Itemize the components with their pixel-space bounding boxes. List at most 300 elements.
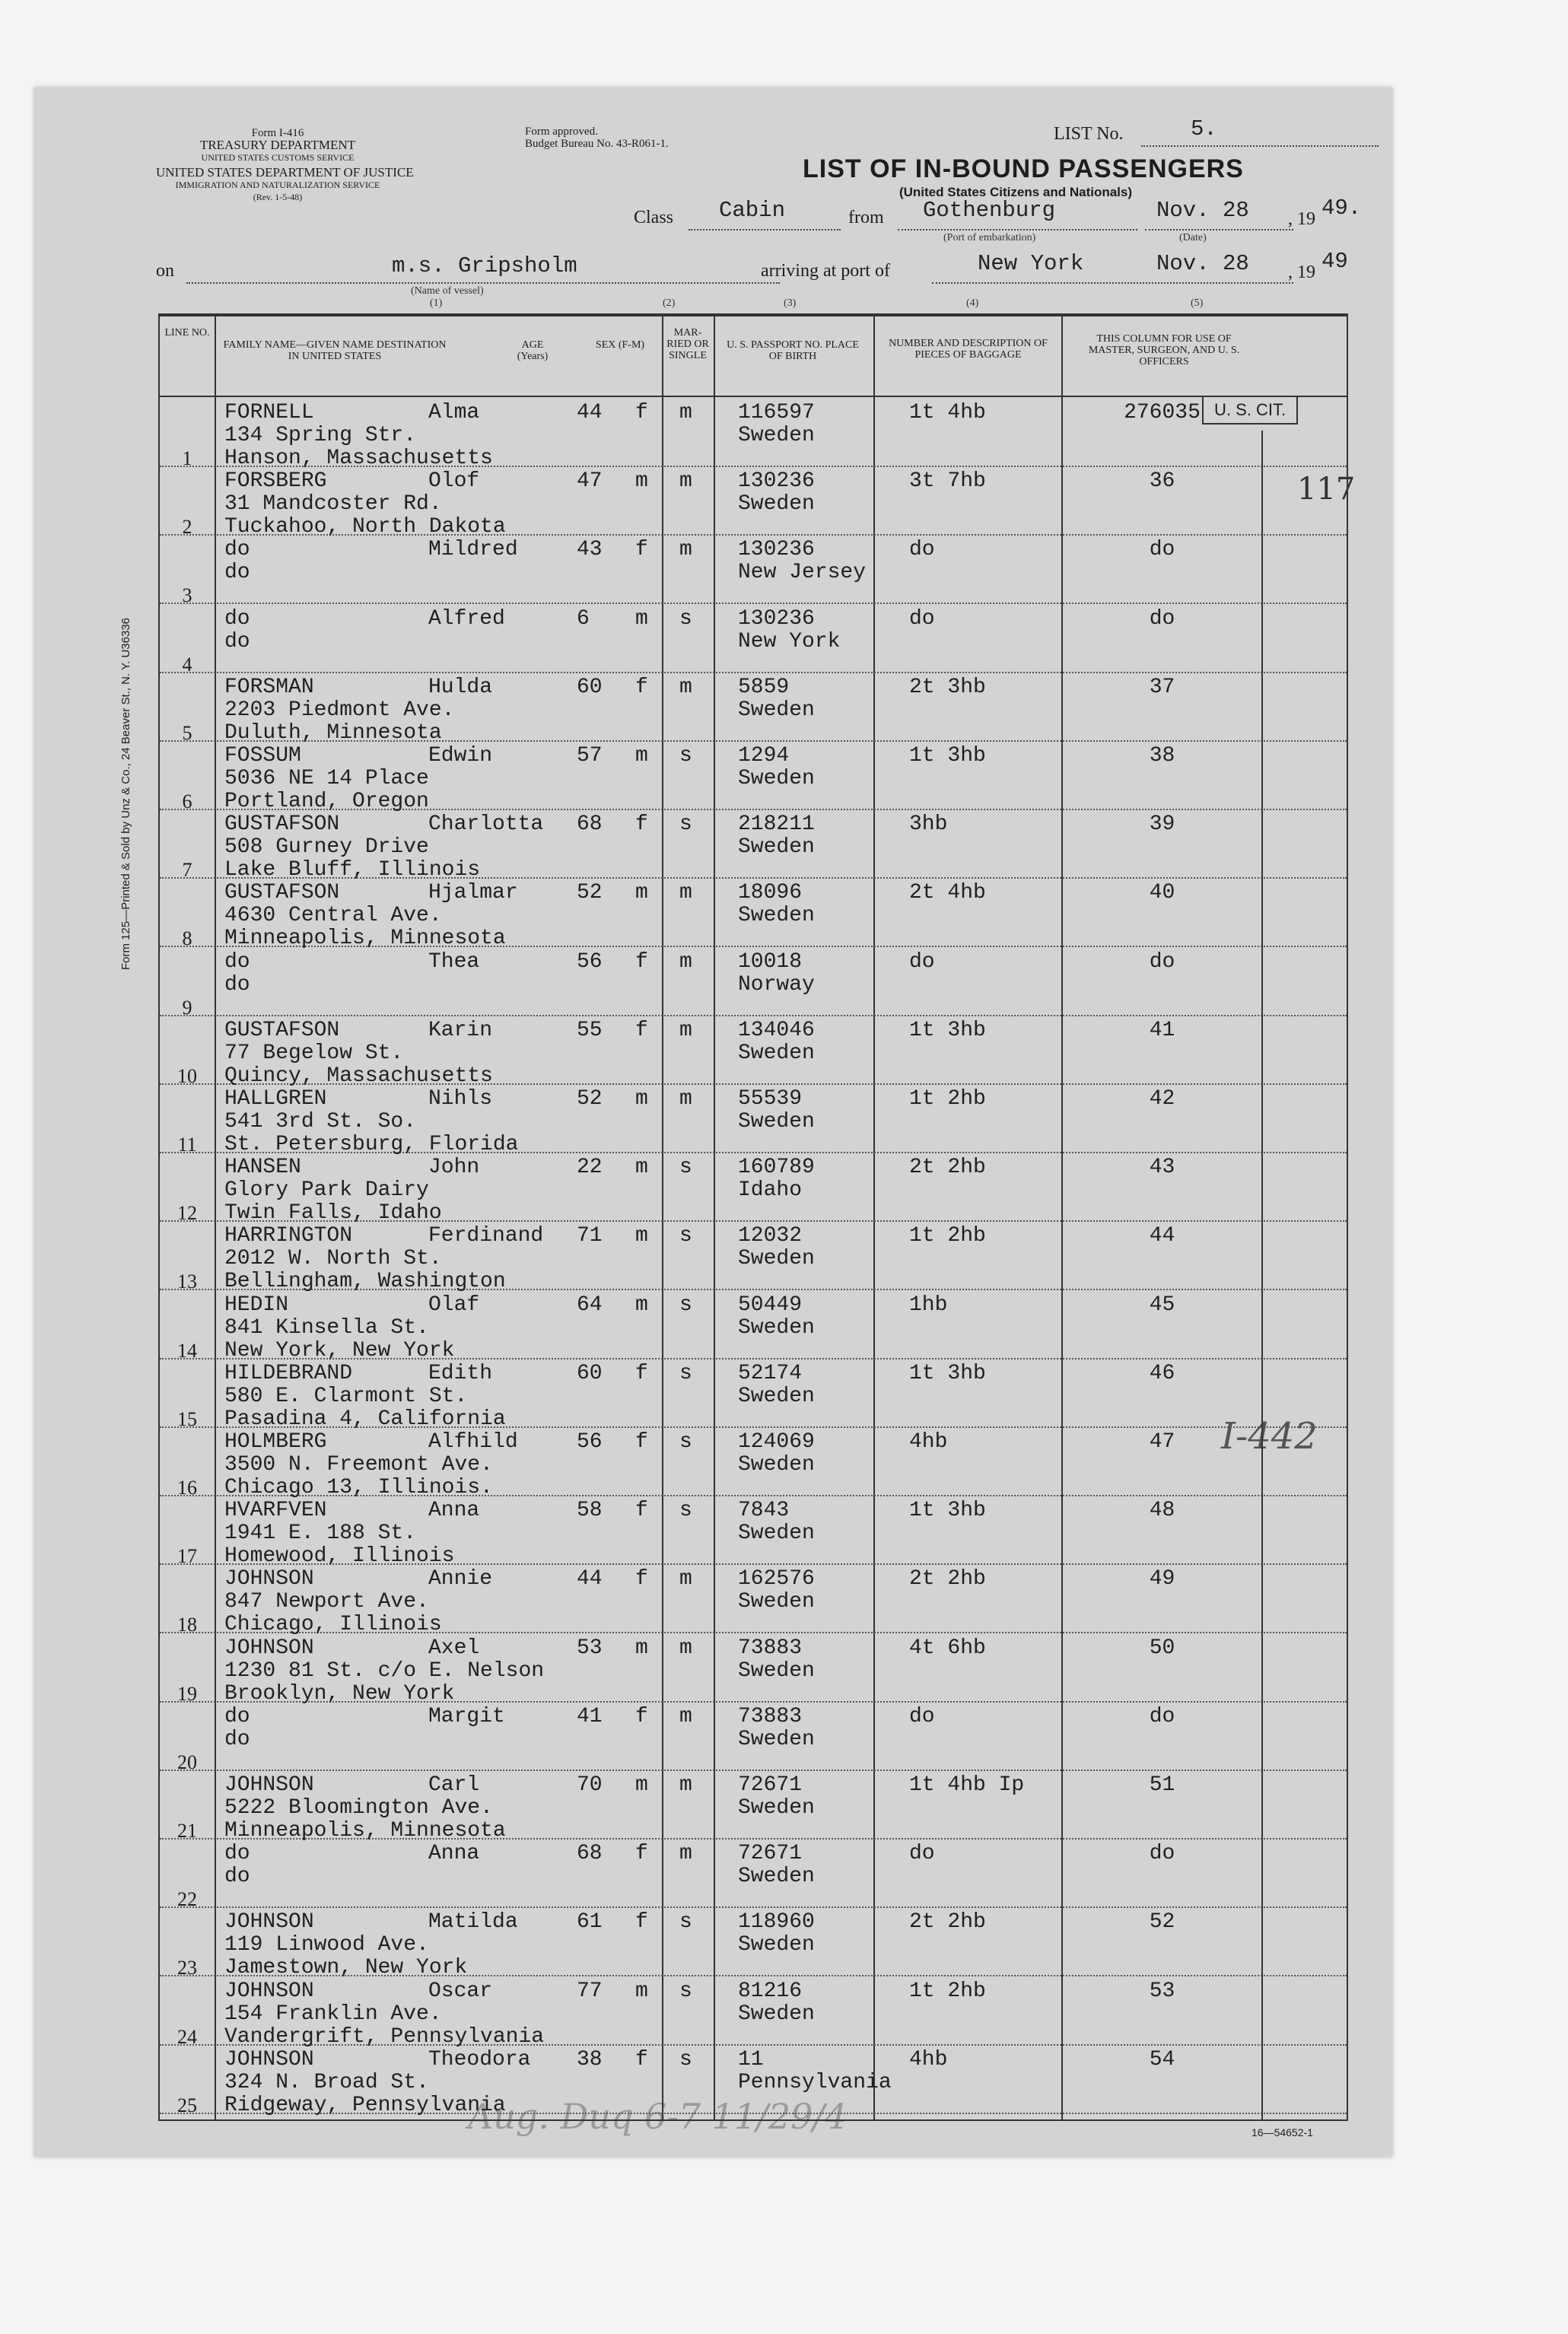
passport-no: 218211 (738, 812, 815, 837)
immigration-service: IMMIGRATION AND NATURALIZATION SERVICE (175, 180, 380, 190)
table-row (160, 810, 1347, 882)
place-of-birth: Sweden (738, 904, 815, 928)
baggage: 3hb (909, 812, 948, 837)
marital-status: m (679, 1773, 692, 1797)
marital-status: m (679, 538, 692, 562)
line-number: 23 (177, 1957, 197, 1979)
line-number: 13 (177, 1270, 197, 1293)
vessel-line (186, 282, 780, 284)
col-num-5: (5) (1191, 297, 1204, 309)
baggage: 1t 2hb (909, 1979, 986, 2003)
family-name: HILDEBRAND (224, 1361, 353, 1385)
officer-note: 276035 (1124, 401, 1201, 425)
marital-status: s (679, 1910, 692, 1935)
baggage: 1t 3hb (909, 1361, 986, 1385)
passport-no: 11 (738, 2047, 764, 2072)
address-line-1: 508 Gurney Drive (224, 835, 429, 860)
approval-block (525, 126, 669, 150)
officer-note: 50 (1149, 1636, 1175, 1660)
age: 64 (577, 1293, 603, 1317)
given-name: Matilda (428, 1910, 518, 1935)
given-name: Anna (428, 1499, 480, 1523)
age: 71 (577, 1224, 603, 1248)
place-of-birth: Sweden (738, 1933, 815, 1957)
marital-status: m (679, 1087, 692, 1111)
handwritten-117: 117 (1297, 472, 1356, 507)
marital-status: m (679, 675, 692, 699)
place-of-birth: Sweden (738, 1315, 815, 1340)
arrival-line (932, 282, 1293, 284)
family-name: do (224, 1842, 250, 1866)
age: 41 (577, 1704, 603, 1728)
line-number: 10 (177, 1064, 197, 1087)
passport-no: 5859 (738, 675, 790, 699)
address-line-2: Minneapolis, Minnesota (224, 1819, 506, 1843)
given-name: Alfred (428, 606, 505, 631)
officer-note: do (1149, 606, 1175, 631)
baggage: do (909, 538, 935, 562)
family-name: HEDIN (224, 1293, 289, 1317)
marital-status: m (679, 1567, 692, 1592)
address-line-2: Chicago, Illinois (224, 1613, 442, 1637)
table-row (160, 1840, 1347, 1911)
address-line-2: Quincy, Massachusetts (224, 1064, 493, 1088)
year2-prefix: , 19 (1288, 262, 1315, 282)
marital-status: s (679, 1293, 692, 1317)
passport-no: 162576 (738, 1567, 815, 1592)
address-line-1: do (224, 561, 250, 585)
address-line-2: New York, New York (224, 1338, 455, 1363)
col-num-1: (1) (430, 297, 443, 309)
sex: f (635, 1704, 648, 1728)
family-name: do (224, 1704, 250, 1728)
address-line-2: Chicago 13, Illinois. (224, 1476, 493, 1499)
from-label: from (848, 208, 884, 227)
family-name: JOHNSON (224, 1910, 314, 1935)
age: 38 (577, 2047, 603, 2072)
place-of-birth: Sweden (738, 1658, 815, 1683)
address-line-1: 1230 81 St. c/o E. Nelson (224, 1658, 545, 1683)
age: 56 (577, 1430, 603, 1454)
table-row (160, 1153, 1347, 1226)
address-line-2: Hanson, Massachusetts (224, 447, 493, 470)
address-line-2: Ridgeway, Pennsylvania (224, 2093, 506, 2117)
baggage: 2t 3hb (909, 675, 986, 699)
line-number: 6 (182, 790, 192, 812)
line-number: 17 (177, 1545, 197, 1568)
col-head-passport: U. S. PASSPORT NO. PLACE OF BIRTH (727, 339, 859, 362)
given-name: Alma (428, 401, 480, 425)
sex: f (635, 1361, 648, 1385)
marital-status: s (679, 1979, 692, 2003)
address-line-1: 4630 Central Ave. (224, 904, 442, 928)
age: 52 (577, 1087, 603, 1111)
place-of-birth: Sweden (738, 1247, 815, 1271)
place-of-birth: Sweden (738, 1796, 815, 1820)
officer-note: 49 (1149, 1567, 1175, 1592)
place-of-birth: Sweden (738, 2002, 815, 2026)
marital-status: m (679, 1704, 692, 1728)
address-line-2: Brooklyn, New York (224, 1681, 455, 1706)
line-number: 14 (177, 1339, 197, 1362)
address-line-1: 324 N. Broad St. (224, 2070, 429, 2094)
officer-note: 53 (1149, 1979, 1175, 2003)
age: 43 (577, 538, 603, 562)
address-line-2: Homewood, Illinois (224, 1544, 455, 1569)
table-row (160, 673, 1347, 745)
family-name: JOHNSON (224, 1979, 314, 2003)
col-head-baggage: NUMBER AND DESCRIPTION OF PIECES OF BAGGAGE (889, 338, 1048, 361)
given-name: Mildred (428, 538, 518, 562)
family-name: JOHNSON (224, 1567, 314, 1592)
line-number: 22 (177, 1888, 197, 1911)
place-of-birth: Sweden (738, 835, 815, 860)
marital-status: m (679, 401, 692, 425)
address-line-1: 119 Linwood Ave. (224, 1933, 429, 1957)
baggage: do (909, 1842, 935, 1866)
table-row (160, 1222, 1347, 1294)
age: 77 (577, 1979, 603, 2003)
address-line-2: Twin Falls, Idaho (224, 1201, 442, 1226)
table-row (160, 467, 1347, 539)
family-name: do (224, 606, 250, 631)
given-name: John (428, 1156, 480, 1180)
address-line-1: 77 Begelow St. (224, 1041, 404, 1065)
marital-status: s (679, 812, 692, 837)
officer-note: 46 (1149, 1361, 1175, 1385)
given-name: Hjalmar (428, 881, 518, 905)
line-number: 18 (177, 1614, 197, 1636)
passport-no: 160789 (738, 1156, 815, 1180)
justice-dept: UNITED STATES DEPARTMENT OF JUSTICE (156, 165, 414, 180)
place-of-birth: New Jersey (738, 561, 867, 585)
baggage: 1hb (909, 1293, 948, 1317)
given-name: Hulda (428, 675, 493, 699)
given-name: Edwin (428, 744, 493, 768)
col-head-line-no: LINE NO. (164, 327, 210, 339)
line-number: 5 (182, 721, 192, 744)
baggage: 2t 2hb (909, 1910, 986, 1935)
header-rule (160, 396, 1347, 397)
family-name: GUSTAFSON (224, 812, 340, 837)
table-row (160, 1771, 1347, 1843)
officer-note: do (1149, 1842, 1175, 1866)
table-row (160, 1291, 1347, 1363)
baggage: 1t 3hb (909, 1018, 986, 1042)
given-name: Olof (428, 469, 480, 494)
arrival-port: New York (978, 251, 1084, 276)
age: 57 (577, 744, 603, 768)
given-name: Charlotta (428, 812, 544, 837)
age: 44 (577, 401, 603, 425)
sex: m (635, 881, 648, 905)
baggage: 1t 2hb (909, 1087, 986, 1111)
passenger-table (158, 313, 1348, 2121)
age: 56 (577, 949, 603, 974)
age: 53 (577, 1636, 603, 1660)
sex: f (635, 2047, 648, 2072)
address-line-1: do (224, 972, 250, 997)
sex: f (635, 1018, 648, 1042)
family-name: JOHNSON (224, 1636, 314, 1660)
baggage: 4hb (909, 2047, 948, 2072)
line-number: 9 (182, 996, 192, 1019)
given-name: Karin (428, 1018, 493, 1042)
line-number: 19 (177, 1682, 197, 1705)
family-name: GUSTAFSON (224, 1018, 340, 1042)
sex: f (635, 812, 648, 837)
date1-line (1145, 229, 1293, 231)
officer-note: 36 (1149, 469, 1175, 494)
sex: f (635, 401, 648, 425)
officer-note: do (1149, 1704, 1175, 1728)
place-of-birth: Sweden (738, 1590, 815, 1614)
address-line-1: 3500 N. Freemont Ave. (224, 1453, 493, 1477)
class-value: Cabin (719, 198, 786, 223)
table-row (160, 1565, 1347, 1637)
list-no-label: LIST No. (1054, 124, 1124, 144)
address-line-2: Minneapolis, Minnesota (224, 927, 506, 951)
line-number: 1 (182, 447, 192, 469)
footer-form-code: 16—54652-1 (1252, 2126, 1313, 2138)
address-line-2: Vandergrift, Pennsylvania (224, 2024, 545, 2049)
vessel-caption: (Name of vessel) (411, 285, 484, 297)
given-name: Edith (428, 1361, 493, 1385)
age: 47 (577, 469, 603, 494)
baggage: 1t 3hb (909, 1499, 986, 1523)
place-of-birth: Sweden (738, 698, 815, 722)
address-line-2: Pasadina 4, California (224, 1407, 506, 1431)
family-name: HANSEN (224, 1156, 301, 1180)
place-of-birth: Idaho (738, 1178, 803, 1203)
address-line-2: Tuckahoo, North Dakota (224, 515, 506, 539)
baggage: 4t 6hb (909, 1636, 986, 1660)
col-head-name: FAMILY NAME—GIVEN NAME DESTINATION IN UNITED STATES (223, 339, 447, 362)
line-number: 3 (182, 584, 192, 607)
line-number: 12 (177, 1202, 197, 1225)
family-name: FORSMAN (224, 675, 314, 699)
address-line-1: 580 E. Clarmont St. (224, 1384, 468, 1408)
place-of-birth: Sweden (738, 1865, 815, 1889)
table-row (160, 1908, 1347, 1980)
sex: m (635, 1224, 648, 1248)
place-of-birth: Sweden (738, 424, 815, 447)
officer-note: 42 (1149, 1087, 1175, 1111)
given-name: Olaf (428, 1293, 480, 1317)
place-of-birth: Pennsylvania (738, 2070, 892, 2094)
age: 60 (577, 675, 603, 699)
line-number: 11 (177, 1134, 197, 1156)
baggage: 2t 2hb (909, 1156, 986, 1180)
address-line-2: Jamestown, New York (224, 1956, 468, 1980)
address-line-1: 2203 Piedmont Ave. (224, 698, 455, 722)
page-title: LIST OF IN-BOUND PASSENGERS (803, 154, 1244, 183)
age: 44 (577, 1567, 603, 1592)
passport-no: 130236 (738, 469, 815, 494)
sex: m (635, 1979, 648, 2003)
officer-note: do (1149, 538, 1175, 562)
line-number: 16 (177, 1477, 197, 1499)
passport-no: 130236 (738, 606, 815, 631)
us-citizen-stamp: U. S. CIT. (1202, 396, 1298, 425)
place-of-birth: Norway (738, 972, 815, 997)
officer-note: 48 (1149, 1499, 1175, 1523)
officer-note: 51 (1149, 1773, 1175, 1797)
table-row (160, 1703, 1347, 1771)
officer-note: 47 (1149, 1430, 1175, 1454)
form-approved: Form approved. (525, 126, 598, 138)
sex: m (635, 1636, 648, 1660)
address-line-1: do (224, 1865, 250, 1889)
arriving-label: arriving at port of (761, 261, 890, 281)
marital-status: s (679, 1224, 692, 1248)
address-line-2: St. Petersburg, Florida (224, 1133, 519, 1156)
family-name: HARRINGTON (224, 1224, 353, 1248)
officer-note: do (1149, 949, 1175, 974)
address-line-1: 541 3rd St. So. (224, 1110, 417, 1134)
year1-prefix: , 19 (1288, 209, 1315, 229)
address-line-1: do (224, 1727, 250, 1751)
treasury-dept: TREASURY DEPARTMENT (199, 138, 356, 152)
marital-status: m (679, 1842, 692, 1866)
col-num-2: (2) (663, 297, 676, 309)
handwritten-bottom-note: Aug. Duq 6-7 11/29/4 (468, 2096, 848, 2137)
given-name: Theodora (428, 2047, 531, 2072)
date1-value: Nov. 28 (1156, 198, 1249, 223)
address-line-1: 2012 W. North St. (224, 1247, 442, 1271)
baggage: 1t 4hb Ip (909, 1773, 1025, 1797)
class-line (689, 229, 841, 231)
list-no-value: 5. (1191, 116, 1217, 142)
officer-note: 52 (1149, 1910, 1175, 1935)
age: 68 (577, 812, 603, 837)
sex: f (635, 949, 648, 974)
port-embark-caption: (Port of embarkation) (943, 232, 1036, 243)
address-line-1: Glory Park Dairy (224, 1178, 429, 1203)
given-name: Ferdinand (428, 1224, 544, 1248)
handwritten-i442: I-442 (1221, 1415, 1318, 1458)
line-number: 25 (177, 2094, 197, 2116)
vessel-name: m.s. Gripsholm (392, 253, 577, 278)
officer-note: 40 (1149, 881, 1175, 905)
officer-note: 44 (1149, 1224, 1175, 1248)
passport-no: 7843 (738, 1499, 790, 1523)
address-line-1: 841 Kinsella St. (224, 1315, 429, 1340)
place-of-birth: Sweden (738, 1727, 815, 1751)
passport-no: 73883 (738, 1636, 803, 1660)
family-name: do (224, 538, 250, 562)
officer-note: 37 (1149, 675, 1175, 699)
officer-note: 54 (1149, 2047, 1175, 2072)
passport-no: 55539 (738, 1087, 803, 1111)
address-line-1: 1941 E. 188 St. (224, 1522, 417, 1546)
baggage: 1t 4hb (909, 401, 986, 425)
from-value: Gothenburg (923, 198, 1056, 223)
sex: m (635, 1293, 648, 1317)
marital-status: s (679, 1361, 692, 1385)
line-number: 24 (177, 2025, 197, 2048)
passport-no: 50449 (738, 1293, 803, 1317)
age: 22 (577, 1156, 603, 1180)
family-name: GUSTAFSON (224, 881, 340, 905)
age: 55 (577, 1018, 603, 1042)
sex: m (635, 606, 648, 631)
sex: f (635, 1430, 648, 1454)
marital-status: s (679, 1430, 692, 1454)
passport-no: 12032 (738, 1224, 803, 1248)
sex: f (635, 1842, 648, 1866)
col-head-sex: SEX (F-M) (595, 339, 645, 351)
baggage: 1t 2hb (909, 1224, 986, 1248)
age: 61 (577, 1910, 603, 1935)
from-line (898, 229, 1137, 231)
col-head-officers: THIS COLUMN FOR USE OF MASTER, SURGEON, AND U. S. OFFICERS (1088, 333, 1240, 367)
age: 68 (577, 1842, 603, 1866)
passport-no: 72671 (738, 1773, 803, 1797)
passport-no: 10018 (738, 949, 803, 974)
marital-status: s (679, 606, 692, 631)
given-name: Anna (428, 1842, 480, 1866)
address-line-1: 134 Spring Str. (224, 424, 417, 447)
table-row (160, 1634, 1347, 1706)
address-line-2: Portland, Oregon (224, 790, 429, 813)
family-name: JOHNSON (224, 2047, 314, 2072)
family-name: do (224, 949, 250, 974)
date-caption: (Date) (1179, 232, 1207, 243)
table-row (160, 1496, 1347, 1569)
sex: f (635, 675, 648, 699)
passport-no: 73883 (738, 1704, 803, 1728)
class-label: Class (634, 208, 674, 227)
passport-no: 81216 (738, 1979, 803, 2003)
officer-note: 43 (1149, 1156, 1175, 1180)
address-line-2: Lake Bluff, Illinois (224, 858, 481, 882)
place-of-birth: Sweden (738, 492, 815, 517)
sex: f (635, 1567, 648, 1592)
age: 6 (577, 606, 590, 631)
address-line-1: 5036 NE 14 Place (224, 767, 429, 790)
baggage: 3t 7hb (909, 469, 986, 494)
address-line-1: do (224, 629, 250, 653)
line-number: 8 (182, 927, 192, 950)
family-name: FORNELL (224, 401, 314, 425)
printer-imprint: Form 125—Printed & Sold by Unz & Co., 24 Beaver St., N. Y. U36336 (119, 617, 132, 970)
officer-note: 41 (1149, 1018, 1175, 1042)
passport-no: 124069 (738, 1430, 815, 1454)
sex: f (635, 538, 648, 562)
marital-status: m (679, 1636, 692, 1660)
marital-status: m (679, 949, 692, 974)
officer-note: 39 (1149, 812, 1175, 837)
table-row (160, 742, 1347, 813)
baggage: 1t 3hb (909, 744, 986, 768)
place-of-birth: New York (738, 629, 841, 653)
line-number: 21 (177, 1820, 197, 1842)
year1-value: 49. (1322, 196, 1362, 221)
line-number: 15 (177, 1407, 197, 1430)
table-row (160, 1016, 1347, 1088)
passport-no: 1294 (738, 744, 790, 768)
table-row (160, 399, 1347, 470)
officer-note: 38 (1149, 744, 1175, 768)
address-line-1: 154 Franklin Ave. (224, 2002, 442, 2026)
on-label: on (156, 261, 174, 281)
form-number: Form I-416 (251, 127, 304, 139)
year2-value: 49 (1322, 249, 1348, 274)
list-no-line (1141, 145, 1379, 147)
age: 60 (577, 1361, 603, 1385)
passport-no: 116597 (738, 401, 815, 425)
